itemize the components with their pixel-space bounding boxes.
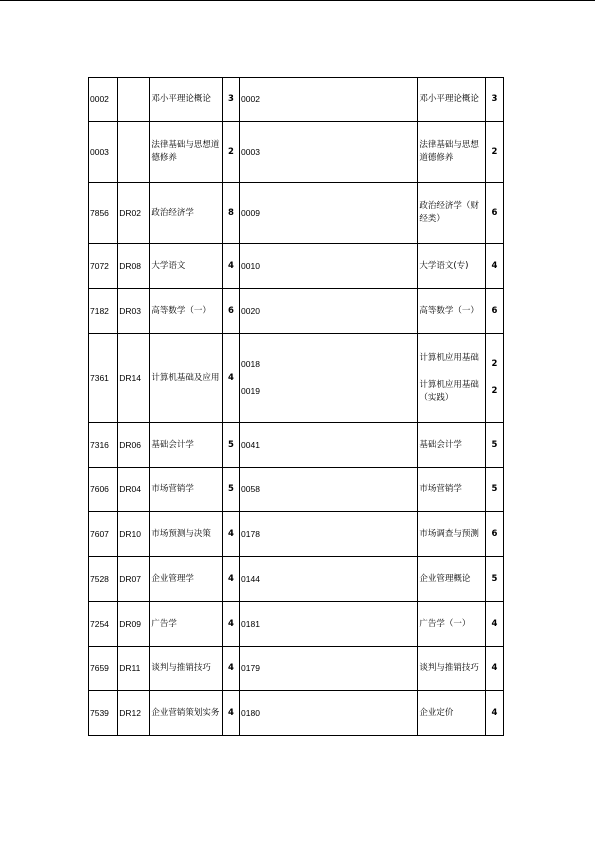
old-course-name-cell (418, 183, 485, 244)
old-course-credit-line: 5 (491, 439, 498, 450)
old-course-credit-cell (485, 423, 503, 468)
old-course-credit-cell (485, 244, 503, 289)
old-course-credit-line: 4 (491, 260, 498, 271)
old-course-credit-line: 5 (491, 573, 498, 584)
table-row (89, 647, 504, 691)
old-course-code-cell (240, 602, 418, 647)
old-course-code-line: 0019 (241, 386, 260, 396)
old-course-name-cell (418, 334, 485, 423)
new-course-name-cell: 市场营销学 (150, 468, 223, 512)
old-course-credit-cell (485, 468, 503, 512)
old-course-credit-cell (485, 647, 503, 691)
old-course-credit-cell (485, 78, 503, 122)
table-row (89, 557, 504, 602)
table-row (89, 244, 504, 289)
new-course-credit-cell: 6 (222, 289, 239, 334)
old-course-credit-line: 6 (491, 305, 498, 316)
new-course-code-cell: 7659 (89, 647, 118, 691)
old-course-name-cell (418, 647, 485, 691)
new-course-id-cell: DR07 (118, 557, 150, 602)
old-course-name-cell (418, 122, 485, 183)
old-course-code-line: 0178 (241, 528, 260, 539)
old-course-credit-line: 3 (491, 94, 498, 104)
new-course-name-cell: 企业管理学 (150, 557, 223, 602)
old-course-code-cell (240, 289, 418, 334)
old-course-name-line: 邓小平理论概论 (419, 94, 479, 104)
old-course-code-line: 0144 (241, 573, 260, 584)
old-course-code-line: 0181 (241, 618, 260, 629)
old-course-credit-cell (485, 289, 503, 334)
old-course-name-line: 高等数学（一） (419, 305, 479, 316)
old-course-credit-line: 5 (491, 484, 498, 494)
new-course-code-cell: 0003 (89, 122, 118, 183)
table-row (89, 512, 504, 557)
old-course-name-line: 政治经济学（财经类） (419, 201, 479, 224)
new-course-name-cell: 邓小平理论概论 (150, 78, 223, 122)
new-course-id-cell: DR08 (118, 244, 150, 289)
table-row (89, 122, 504, 183)
line-gap (241, 371, 416, 385)
new-course-name-cell: 大学语文 (150, 244, 223, 289)
old-course-name-line: 广告学（一） (419, 618, 471, 629)
old-course-credit-line: 4 (491, 618, 498, 629)
table-row (89, 468, 504, 512)
new-course-credit-cell: 4 (222, 691, 239, 736)
old-course-credit-line: 4 (491, 663, 498, 673)
old-course-code-line: 0041 (241, 439, 260, 450)
old-course-code-cell (240, 691, 418, 736)
new-course-id-cell: DR02 (118, 183, 150, 244)
table-row (89, 289, 504, 334)
old-course-name-cell (418, 691, 485, 736)
old-course-name-line: 市场营销学 (419, 484, 462, 494)
new-course-name-cell: 谈判与推销技巧 (150, 647, 223, 691)
old-course-credit-cell (485, 122, 503, 183)
old-course-code-cell (240, 122, 418, 183)
old-course-credit-line: 2 (491, 386, 498, 396)
new-course-credit-cell: 8 (222, 183, 239, 244)
old-course-credit-line: 6 (491, 528, 498, 539)
course-equivalence-table (88, 77, 504, 736)
new-course-code-cell: 7316 (89, 423, 118, 468)
new-course-credit-cell: 4 (222, 647, 239, 691)
old-course-code-cell (240, 78, 418, 122)
new-course-credit-cell: 5 (222, 423, 239, 468)
old-course-code-cell (240, 423, 418, 468)
old-course-credit-cell (485, 512, 503, 557)
old-course-name-line: 企业管理概论 (419, 573, 471, 584)
old-course-code-line: 0009 (241, 207, 260, 218)
old-course-credit-cell (485, 691, 503, 736)
old-course-credit-cell (485, 557, 503, 602)
old-course-credit-cell (485, 602, 503, 647)
new-course-code-cell: 0002 (89, 78, 118, 122)
old-course-name-line: 大学语文(专) (419, 260, 469, 271)
old-course-name-line: 计算机应用基础 (419, 352, 479, 363)
new-course-name-cell: 广告学 (150, 602, 223, 647)
old-course-code-line: 0179 (241, 663, 260, 673)
new-course-credit-cell: 2 (222, 122, 239, 183)
table-row (89, 602, 504, 647)
new-course-code-cell: 7539 (89, 691, 118, 736)
table-row (89, 183, 504, 244)
new-course-id-cell: DR06 (118, 423, 150, 468)
old-course-code-line: 0180 (241, 707, 260, 718)
old-course-credit-line: 4 (491, 707, 498, 718)
new-course-code-cell: 7856 (89, 183, 118, 244)
old-course-credit-line: 6 (491, 207, 498, 218)
new-course-name-cell: 市场预测与决策 (150, 512, 223, 557)
old-course-code-cell (240, 334, 418, 423)
old-course-name-cell (418, 244, 485, 289)
old-course-name-cell (418, 468, 485, 512)
table-row (89, 423, 504, 468)
new-course-code-cell: 7072 (89, 244, 118, 289)
old-course-code-line: 0003 (241, 146, 260, 157)
new-course-id-cell (118, 122, 150, 183)
new-course-id-cell: DR03 (118, 289, 150, 334)
new-course-id-cell: DR14 (118, 334, 150, 423)
old-course-name-line: 企业定价 (419, 707, 454, 718)
old-course-name-line: 计算机应用基础（实践） (419, 379, 479, 403)
new-course-code-cell: 7254 (89, 602, 118, 647)
new-course-credit-cell: 4 (222, 557, 239, 602)
new-course-code-cell: 7361 (89, 334, 118, 423)
new-course-id-cell: DR10 (118, 512, 150, 557)
old-course-code-line: 0002 (241, 94, 260, 104)
old-course-name-line: 谈判与推销技巧 (419, 663, 479, 673)
new-course-name-cell: 高等数学（一） (150, 289, 223, 334)
new-course-credit-cell: 4 (222, 602, 239, 647)
new-course-id-cell: DR12 (118, 691, 150, 736)
table-row (89, 691, 504, 736)
old-course-code-cell (240, 183, 418, 244)
old-course-name-line: 市场调查与预测 (419, 528, 479, 539)
new-course-id-cell: DR09 (118, 602, 150, 647)
old-course-code-line: 0010 (241, 260, 260, 271)
old-course-name-cell (418, 512, 485, 557)
old-course-code-line: 0058 (241, 484, 260, 494)
old-course-name-cell (418, 78, 485, 122)
old-course-code-line: 0018 (241, 359, 260, 369)
old-course-name-cell (418, 423, 485, 468)
line-gap (419, 365, 483, 379)
old-course-code-cell (240, 244, 418, 289)
old-course-credit-line: 2 (491, 359, 498, 369)
table-row (89, 334, 504, 423)
new-course-credit-cell: 4 (222, 334, 239, 423)
old-course-name-line: 法律基础与思想道德修养 (419, 140, 479, 163)
new-course-id-cell: DR11 (118, 647, 150, 691)
old-course-code-cell (240, 647, 418, 691)
new-course-credit-cell: 4 (222, 244, 239, 289)
new-course-name-cell: 企业营销策划实务 (150, 691, 223, 736)
old-course-code-line: 0020 (241, 305, 260, 316)
old-course-credit-line: 2 (491, 146, 498, 157)
old-course-name-cell (418, 557, 485, 602)
old-course-code-cell (240, 512, 418, 557)
new-course-name-cell: 基础会计学 (150, 423, 223, 468)
old-course-name-cell (418, 602, 485, 647)
new-course-id-cell (118, 78, 150, 122)
new-course-code-cell: 7528 (89, 557, 118, 602)
old-course-name-cell (418, 289, 485, 334)
new-course-code-cell: 7606 (89, 468, 118, 512)
new-course-code-cell: 7607 (89, 512, 118, 557)
old-course-credit-cell (485, 334, 503, 423)
table-row (89, 78, 504, 122)
new-course-name-cell: 计算机基础及应用 (150, 334, 223, 423)
line-gap (487, 371, 502, 385)
new-course-credit-cell: 3 (222, 78, 239, 122)
old-course-code-cell (240, 468, 418, 512)
old-course-name-line: 基础会计学 (419, 439, 462, 450)
new-course-code-cell: 7182 (89, 289, 118, 334)
new-course-credit-cell: 5 (222, 468, 239, 512)
old-course-credit-cell (485, 183, 503, 244)
table-body (89, 78, 504, 736)
new-course-credit-cell: 4 (222, 512, 239, 557)
new-course-name-cell: 法律基础与思想道德修养 (150, 122, 223, 183)
new-course-name-cell: 政治经济学 (150, 183, 223, 244)
old-course-code-cell (240, 557, 418, 602)
page-top-rule (0, 0, 595, 1)
new-course-id-cell: DR04 (118, 468, 150, 512)
